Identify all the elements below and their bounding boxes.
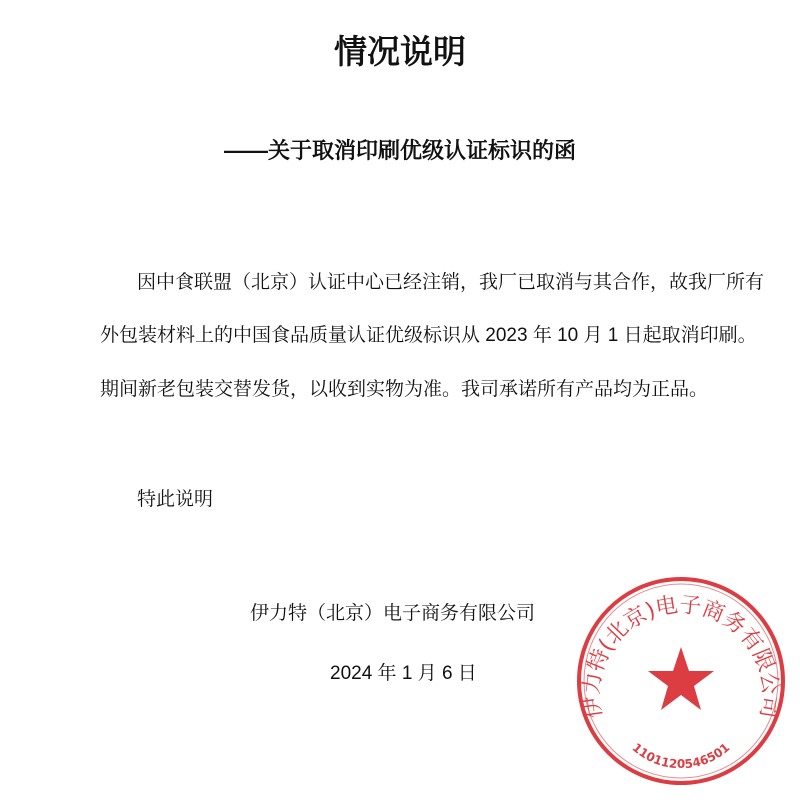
signature-date: 2024 年 1 月 6 日 [330, 663, 477, 684]
stamp-ring-text: 伊力特(北京)电子商务有限公司 [579, 592, 783, 720]
star-icon [648, 647, 714, 710]
closing-text: 特此说明 [137, 489, 214, 510]
body-line-2: 外包装材料上的中国食品质量认证优级标识从 2023 年 10 月 1 日起取消印刷。 [100, 325, 757, 346]
document-title: 情况说明 [334, 33, 466, 70]
stamp-number: 1101120546501 [629, 740, 733, 772]
body-line-1: 因中食联盟（北京）认证中心已经注销，我厂已取消与其合作，故我厂所有 [137, 272, 765, 293]
body-line-3: 期间新老包装交替发货，以收到实物为准。我司承诺所有产品均为正品。 [100, 379, 709, 400]
signature-company: 伊力特（北京）电子商务有限公司 [250, 603, 536, 624]
company-seal-stamp [575, 575, 787, 787]
document-subtitle: ——关于取消印刷优级认证标识的函 [223, 138, 576, 163]
